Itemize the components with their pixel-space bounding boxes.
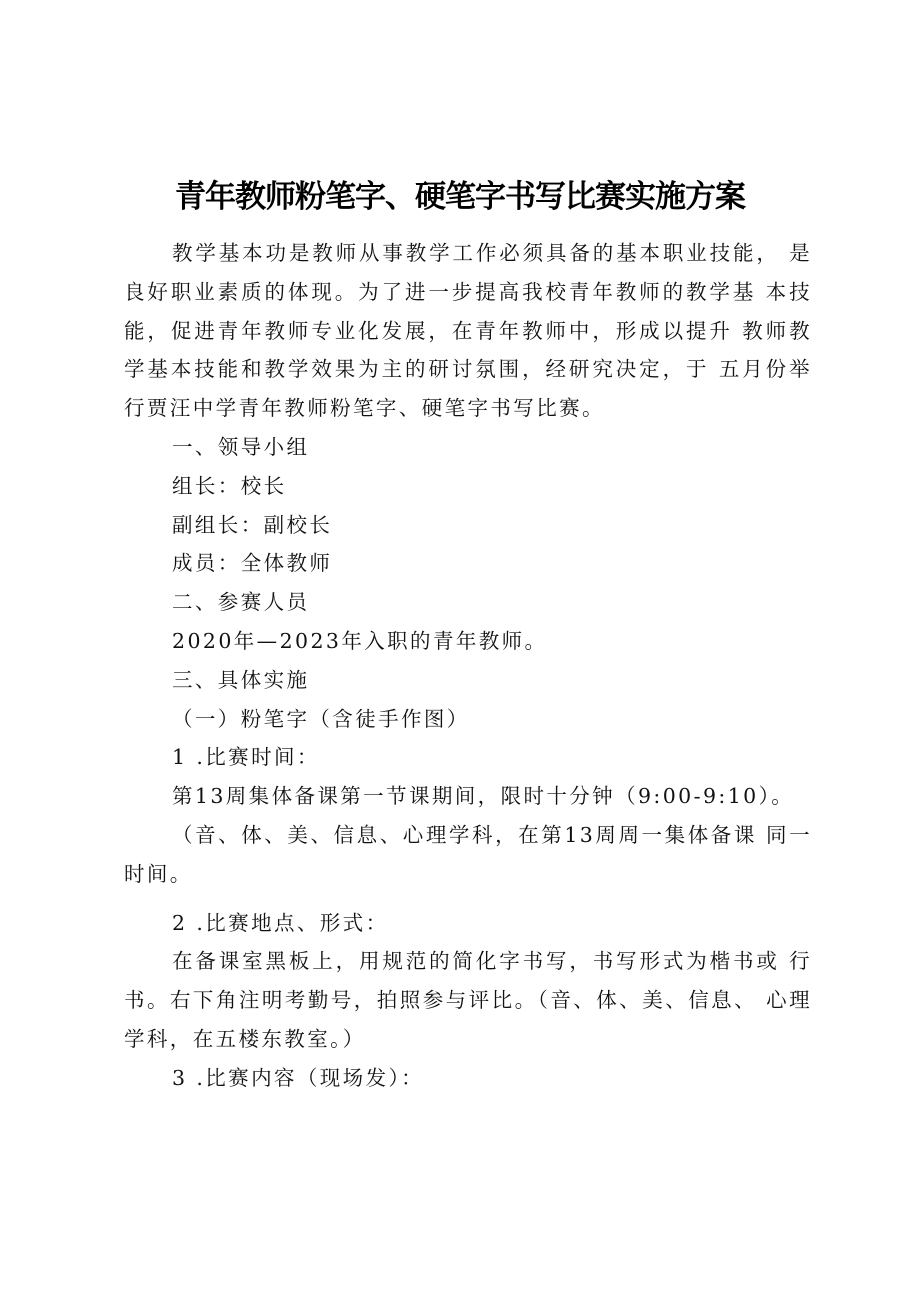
subsection-heading-chalk: （一）粉笔字（含徒手作图） [172, 706, 470, 731]
participants-line: 2020年—2023年入职的青年教师。 [172, 628, 548, 653]
section-heading-implementation: 三、具体实施 [172, 667, 310, 692]
item-text-time: 第13周集体备课第一节课期间，限时十分钟（9:00-9:10）。 [172, 784, 795, 809]
deputy-line: 副组长：副校长 [172, 512, 333, 537]
item-text-location: 在备课室黑板上，用规范的简化字书写，书写形式为楷书或 行书。右下角注明考勤号，拍照参与评比。（音、体、美、信息、 心理学科，在五楼东教室。） [124, 949, 812, 1051]
section-heading-participants: 二、参赛人员 [172, 590, 310, 615]
item-heading-content: 3 .比赛内容（现场发）： [172, 1065, 425, 1090]
leader-line: 组长：校长 [172, 473, 287, 498]
item-note-time: （音、体、美、信息、心理学科，在第13周周一集体备课 同一时间。 [124, 822, 812, 886]
members-line: 成员：全体教师 [172, 551, 333, 576]
intro-paragraph: 教学基本功是教师从事教学工作必须具备的基本职业技能， 是良好职业素质的体现。为了进一步提高我校青年教师的教学基 本技能，促进青年教师专业化发展，在青年教师中，形成以提升 教师教学基本技能和教学效果为主的研讨氛围，经研究决定，于 五月份举行贾汪中学青年教师粉笔字、硬笔字书写比赛。 [124, 241, 812, 421]
item-heading-location: 2 .比赛地点、形式： [172, 910, 389, 935]
document-body [124, 234, 812, 1098]
document-title: 青年教师粉笔字、硬笔字书写比赛实施方案 [175, 179, 745, 215]
section-heading-leadership: 一、领导小组 [172, 434, 310, 459]
item-heading-time: 1 .比赛时间： [172, 745, 320, 770]
